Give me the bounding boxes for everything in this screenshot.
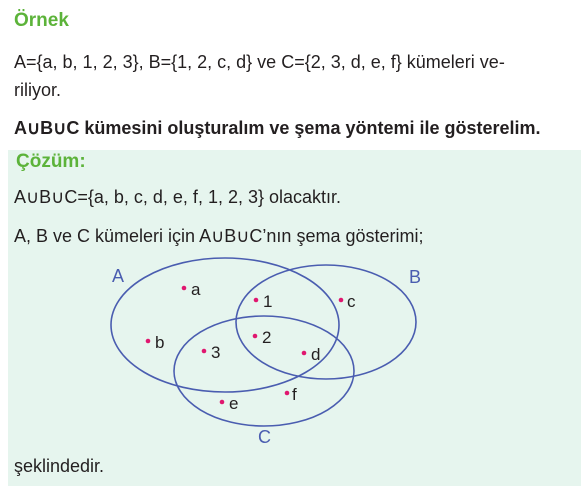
element-c-label: c	[347, 292, 356, 311]
solution-line-2: A, B ve C kümeleri için A∪B∪C’nın şema gösterimi;	[14, 226, 424, 246]
example-task: A∪B∪C kümesini oluşturalım ve şema yöntemi ile gösterelim.	[14, 118, 541, 138]
element-e-label: e	[229, 394, 239, 413]
element-f-label: f	[292, 385, 297, 404]
element-f	[285, 385, 297, 404]
example-line-2: riliyor.	[14, 80, 62, 100]
element-1-label: 1	[263, 292, 273, 311]
element-c	[339, 292, 356, 311]
element-a-label: a	[191, 280, 201, 299]
element-2-label: 2	[262, 328, 272, 347]
set-a-label: A	[112, 266, 125, 286]
set-b-label: B	[409, 267, 422, 287]
element-1	[254, 292, 273, 311]
element-e	[220, 394, 239, 413]
element-2	[253, 328, 272, 347]
set-a-ellipse	[111, 258, 339, 392]
solution-final: şeklindedir.	[14, 456, 105, 476]
solution-line-1: A∪B∪C={a, b, c, d, e, f, 1, 2, 3} olacaktır.	[14, 187, 342, 207]
element-b-label: b	[155, 333, 165, 352]
set-c-label: C	[258, 427, 271, 447]
element-3-label: 3	[211, 343, 221, 362]
set-b-ellipse	[236, 265, 416, 379]
element-d-label: d	[311, 345, 321, 364]
solution-heading: Çözüm:	[16, 151, 86, 172]
element-b	[146, 333, 165, 352]
element-a	[182, 280, 201, 299]
example-line-1: A={a, b, 1, 2, 3}, B={1, 2, c, d} ve C={2, 3, d, e, f} kümeleri ve-	[14, 52, 505, 72]
element-d	[302, 345, 321, 364]
element-3	[202, 343, 221, 362]
example-heading: Örnek	[14, 10, 69, 31]
